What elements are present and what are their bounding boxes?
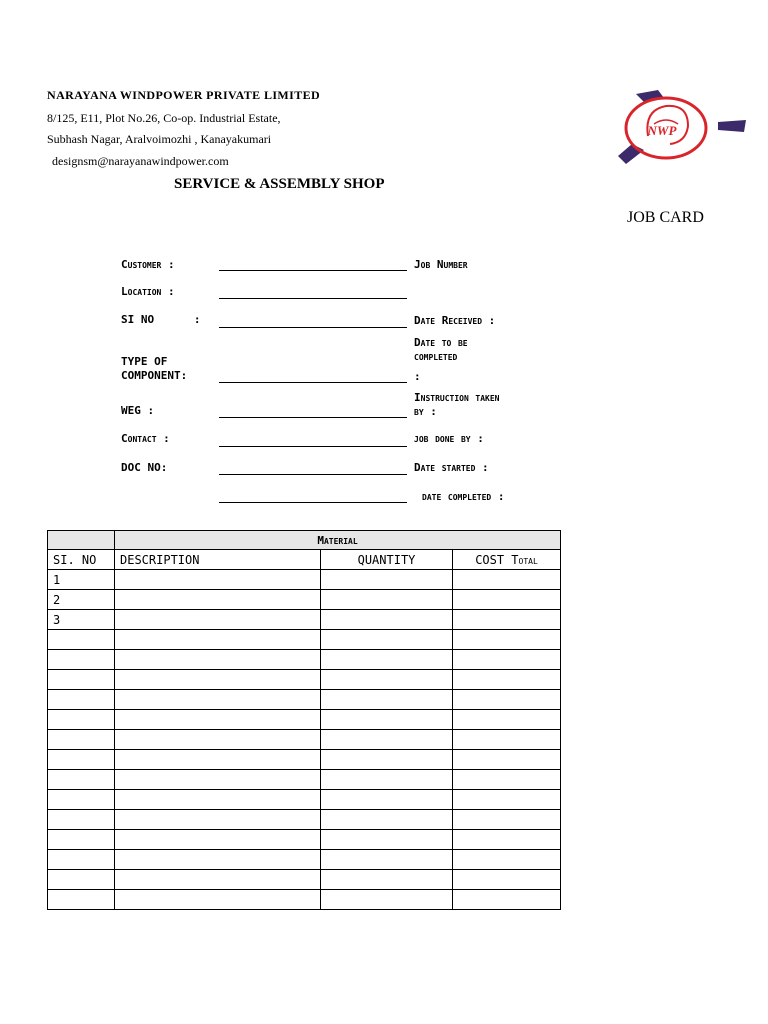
date-to-be-label-1: Date to be [414, 336, 468, 349]
table-row [48, 710, 561, 730]
cost-total-cell[interactable] [453, 810, 561, 830]
description-cell[interactable] [115, 750, 321, 770]
table-row [48, 890, 561, 910]
quantity-cell[interactable] [321, 870, 453, 890]
weg-field[interactable] [219, 417, 407, 418]
description-cell[interactable] [115, 690, 321, 710]
si-no-cell [48, 750, 115, 770]
si-no-cell: 1 [48, 570, 115, 590]
si-no-cell [48, 730, 115, 750]
table-row [48, 670, 561, 690]
group-header-blank [48, 531, 115, 550]
company-logo [614, 88, 748, 168]
table-row [48, 850, 561, 870]
quantity-cell[interactable] [321, 830, 453, 850]
table-row [48, 650, 561, 670]
job-done-by-label: job done by : [414, 432, 484, 445]
table-row [48, 610, 561, 630]
doc-no-field[interactable] [219, 474, 407, 475]
description-cell[interactable] [115, 870, 321, 890]
quantity-cell[interactable] [321, 850, 453, 870]
table-row [48, 750, 561, 770]
si-no-cell [48, 690, 115, 710]
cost-total-cell[interactable] [453, 890, 561, 910]
extra-field[interactable] [219, 502, 407, 503]
table-row [48, 770, 561, 790]
cost-total-cell[interactable] [453, 590, 561, 610]
table-row [48, 570, 561, 590]
date-started-label: Date started : [414, 461, 489, 474]
type-label-2: COMPONENT: [121, 369, 188, 382]
description-cell[interactable] [115, 610, 321, 630]
si-no-cell [48, 630, 115, 650]
cost-total-cell[interactable] [453, 650, 561, 670]
quantity-cell[interactable] [321, 670, 453, 690]
date-completed-label: date completed : [422, 490, 505, 503]
si-no-cell [48, 670, 115, 690]
description-cell[interactable] [115, 830, 321, 850]
description-cell[interactable] [115, 630, 321, 650]
description-cell[interactable] [115, 650, 321, 670]
instruction-label-1: Instruction taken [414, 391, 500, 404]
si-no-cell: 2 [48, 590, 115, 610]
cost-total-cell[interactable] [453, 750, 561, 770]
column-header-description: DESCRIPTION [115, 550, 321, 570]
cost-total-cell[interactable] [453, 870, 561, 890]
si-no-field[interactable] [219, 327, 407, 328]
type-label-1: TYPE OF [121, 355, 168, 368]
si-no-cell [48, 650, 115, 670]
date-received-label: Date Received : [414, 314, 496, 327]
shop-title: SERVICE & ASSEMBLY SHOP [174, 176, 385, 192]
si-no-cell [48, 710, 115, 730]
weg-label: WEG : [121, 404, 155, 417]
table-row [48, 830, 561, 850]
email-address: designsm@narayanawindpower.com [52, 154, 229, 168]
contact-label: Contact : [121, 432, 170, 445]
address-line-1: 8/125, E11, Plot No.26, Co-op. Industrial Estate, [47, 111, 281, 125]
quantity-cell[interactable] [321, 590, 453, 610]
quantity-cell[interactable] [321, 810, 453, 830]
cost-total-cell[interactable] [453, 670, 561, 690]
document-title: JOB CARD [627, 209, 704, 226]
logo-blade-right [718, 120, 746, 132]
si-no-cell [48, 850, 115, 870]
table-row [48, 630, 561, 650]
si-no-cell [48, 890, 115, 910]
table-column-header-row [48, 550, 561, 570]
customer-label: Customer : [121, 258, 175, 271]
cost-total-cell[interactable] [453, 610, 561, 630]
description-cell[interactable] [115, 710, 321, 730]
cost-total-cell[interactable] [453, 790, 561, 810]
si-no-cell [48, 830, 115, 850]
quantity-cell[interactable] [321, 570, 453, 590]
table-group-header-row [48, 531, 561, 550]
description-cell[interactable] [115, 850, 321, 870]
cost-total-cell[interactable] [453, 570, 561, 590]
description-cell[interactable] [115, 790, 321, 810]
table-row [48, 730, 561, 750]
customer-field[interactable] [219, 270, 407, 271]
column-header-cost-total: COST Total [453, 550, 561, 570]
contact-field[interactable] [219, 446, 407, 447]
component-field[interactable] [219, 382, 407, 383]
quantity-cell[interactable] [321, 770, 453, 790]
cost-total-cell[interactable] [453, 630, 561, 650]
quantity-cell[interactable] [321, 630, 453, 650]
column-header-si-no: SI. NO [48, 550, 115, 570]
description-cell[interactable] [115, 810, 321, 830]
column-header-quantity: QUANTITY [321, 550, 453, 570]
table-row [48, 590, 561, 610]
instruction-label-2: by : [414, 405, 437, 418]
cost-total-cell[interactable] [453, 850, 561, 870]
doc-no-label: DOC NO: [121, 461, 168, 474]
si-no-label: SI NO : [121, 313, 201, 326]
description-cell[interactable] [115, 890, 321, 910]
table-row [48, 810, 561, 830]
cost-total-cell[interactable] [453, 710, 561, 730]
quantity-cell[interactable] [321, 730, 453, 750]
cost-total-cell[interactable] [453, 830, 561, 850]
date-to-be-colon: : [414, 370, 421, 383]
si-no-cell [48, 870, 115, 890]
quantity-cell[interactable] [321, 790, 453, 810]
address-line-2: Subhash Nagar, Aralvoimozhi , Kanayakumari [47, 132, 272, 146]
cost-total-cell[interactable] [453, 730, 561, 750]
si-no-cell [48, 810, 115, 830]
quantity-cell[interactable] [321, 750, 453, 770]
description-cell[interactable] [115, 670, 321, 690]
job-number-label: Job Number [414, 258, 468, 271]
si-no-cell [48, 790, 115, 810]
quantity-cell[interactable] [321, 650, 453, 670]
material-table [47, 530, 561, 910]
si-no-cell [48, 770, 115, 790]
date-to-be-label-2: completed [414, 350, 458, 363]
table-row [48, 870, 561, 890]
location-field[interactable] [219, 298, 407, 299]
quantity-cell[interactable] [321, 710, 453, 730]
description-cell[interactable] [115, 770, 321, 790]
description-cell[interactable] [115, 570, 321, 590]
quantity-cell[interactable] [321, 690, 453, 710]
table-row [48, 790, 561, 810]
cost-total-cell[interactable] [453, 770, 561, 790]
quantity-cell[interactable] [321, 610, 453, 630]
location-label: Location : [121, 285, 175, 298]
si-no-cell: 3 [48, 610, 115, 630]
company-name: NARAYANA WINDPOWER PRIVATE LIMITED [47, 88, 321, 102]
table-row [48, 690, 561, 710]
material-header: Material [115, 531, 561, 550]
description-cell[interactable] [115, 590, 321, 610]
cost-total-cell[interactable] [453, 690, 561, 710]
logo-blade-bottom [618, 144, 644, 164]
logo-text: NWP [647, 123, 677, 138]
description-cell[interactable] [115, 730, 321, 750]
quantity-cell[interactable] [321, 890, 453, 910]
